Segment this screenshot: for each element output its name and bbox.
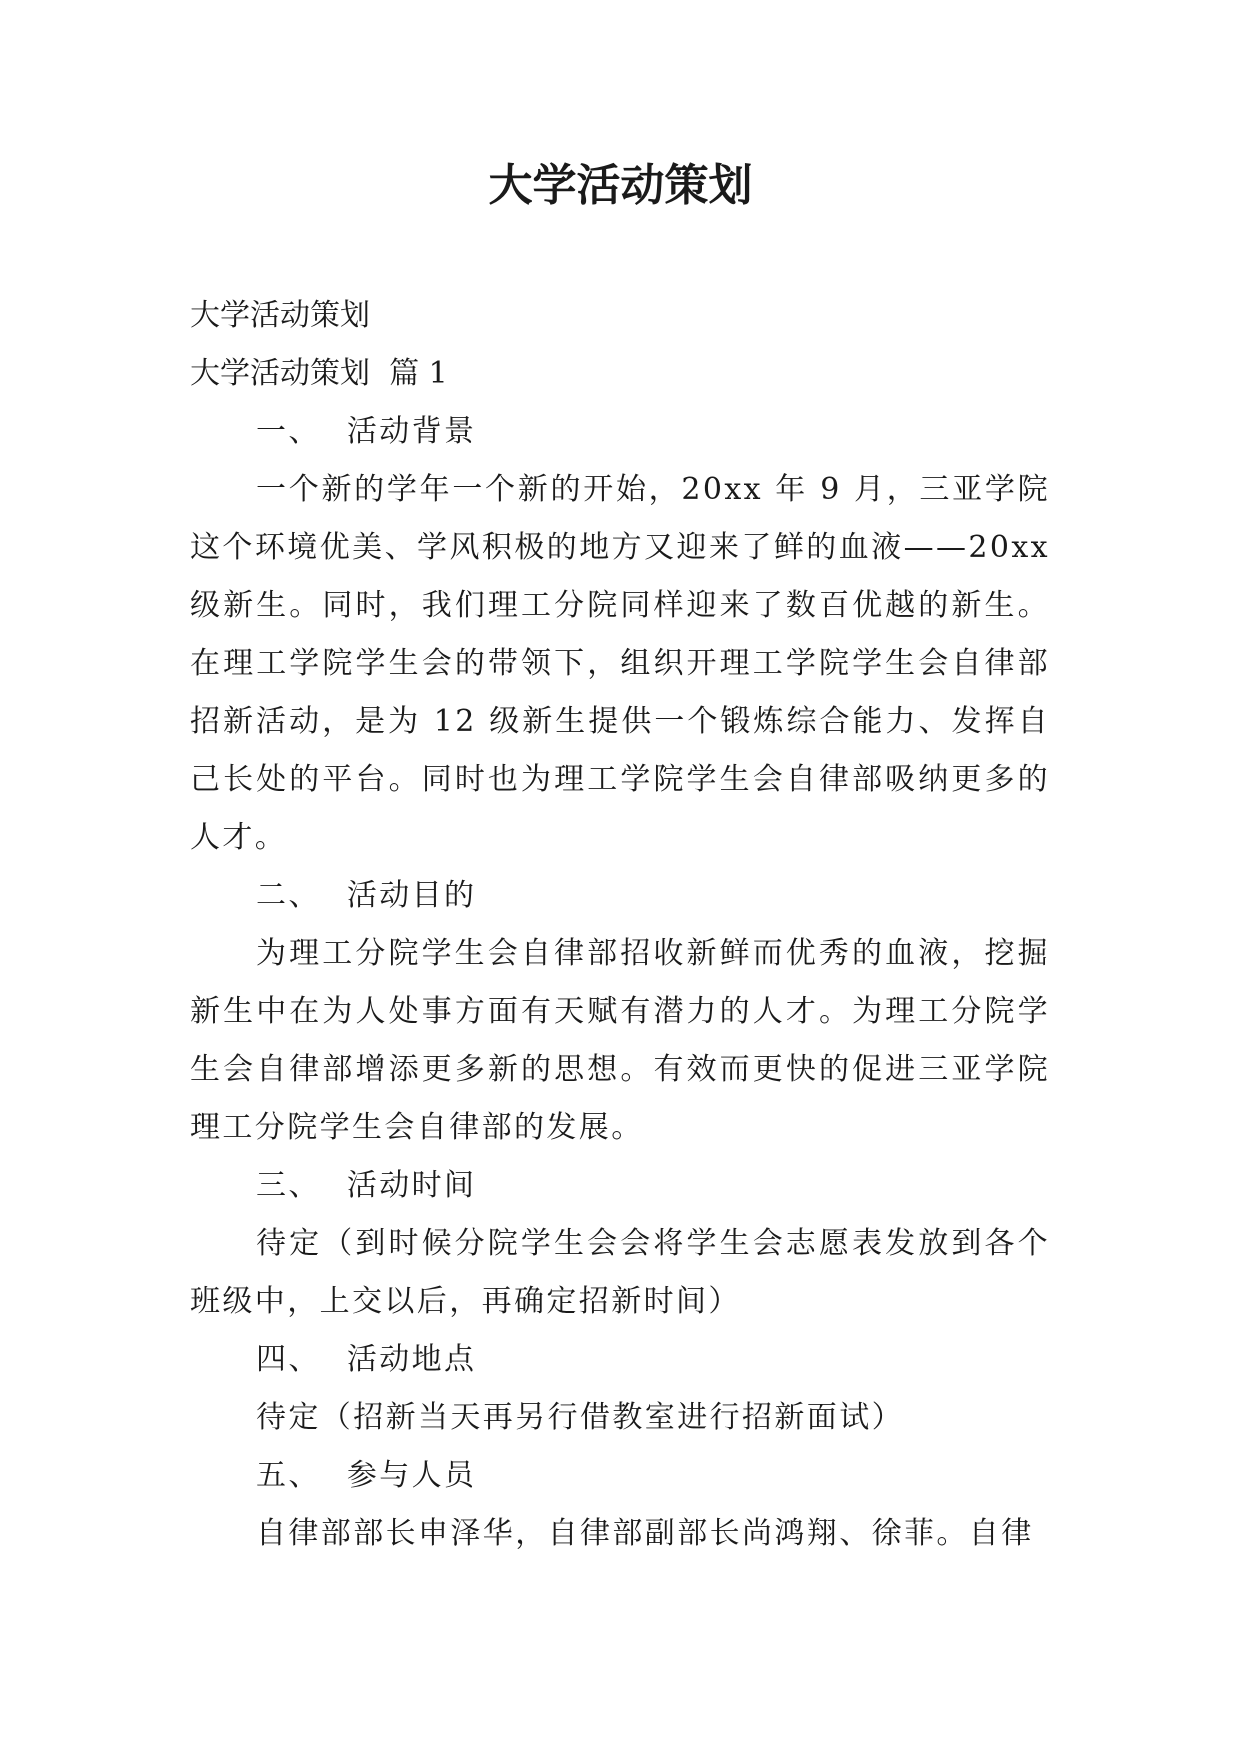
section-heading-text: 活动目的 (346, 878, 477, 913)
section-heading (190, 403, 1050, 461)
section-number: 三、 (256, 1168, 321, 1203)
section-number: 四、 (256, 1342, 321, 1377)
paragraph: 一个新的学年一个新的开始，20xx 年 9 月，三亚学院这个环境优美、学风积极的地方又迎来了鲜的血液——20xx 级新生。同时，我们理工分院同样迎来了数百优越的新生。在理工学院学生会的带领下，组织开理工学院学生会自律部招新活动，是为 12 级新生提供一个锻炼综合能力、发挥自己长处的平台。同时也为理工学院学生会自律部吸纳更多的人才。 (190, 472, 1050, 855)
section-heading-text: 参与人员 (346, 1458, 477, 1493)
section-background (190, 403, 1050, 867)
paragraph: 为理工分院学生会自律部招收新鲜而优秀的血液，挖掘新生中在为人处事方面有天赋有潜力的人才。为理工分院学生会自律部增添更多新的思想。有效而更快的促进三亚学院理工分院学生会自律部的发展。 (190, 936, 1050, 1145)
section-purpose (190, 867, 1050, 1157)
section-number: 五、 (256, 1458, 321, 1493)
section-heading (190, 867, 1050, 925)
section-heading-text: 活动背景 (346, 414, 477, 449)
paragraph: 待定（到时候分院学生会会将学生会志愿表发放到各个班级中，上交以后，再确定招新时间） (190, 1226, 1050, 1319)
paragraph: 自律部部长申泽华，自律部副部长尚鸿翔、徐菲。自律 (256, 1516, 1034, 1551)
section-heading-text: 活动地点 (346, 1342, 477, 1377)
section-heading-text: 活动时间 (346, 1168, 477, 1203)
document-body (190, 287, 1050, 1563)
section-participants (190, 1447, 1050, 1563)
section-number: 二、 (256, 878, 321, 913)
document-subtitle: 大学活动策划 (190, 298, 370, 333)
section-number: 一、 (256, 414, 321, 449)
document-title: 大学活动策划 (488, 160, 753, 211)
section-time (190, 1157, 1050, 1331)
part-label: 大学活动策划 篇 1 (190, 356, 448, 391)
paragraph: 待定（招新当天再另行借教室进行招新面试） (256, 1400, 904, 1435)
section-location (190, 1331, 1050, 1447)
section-heading (190, 1331, 1050, 1389)
section-heading (190, 1447, 1050, 1505)
section-heading (190, 1157, 1050, 1215)
